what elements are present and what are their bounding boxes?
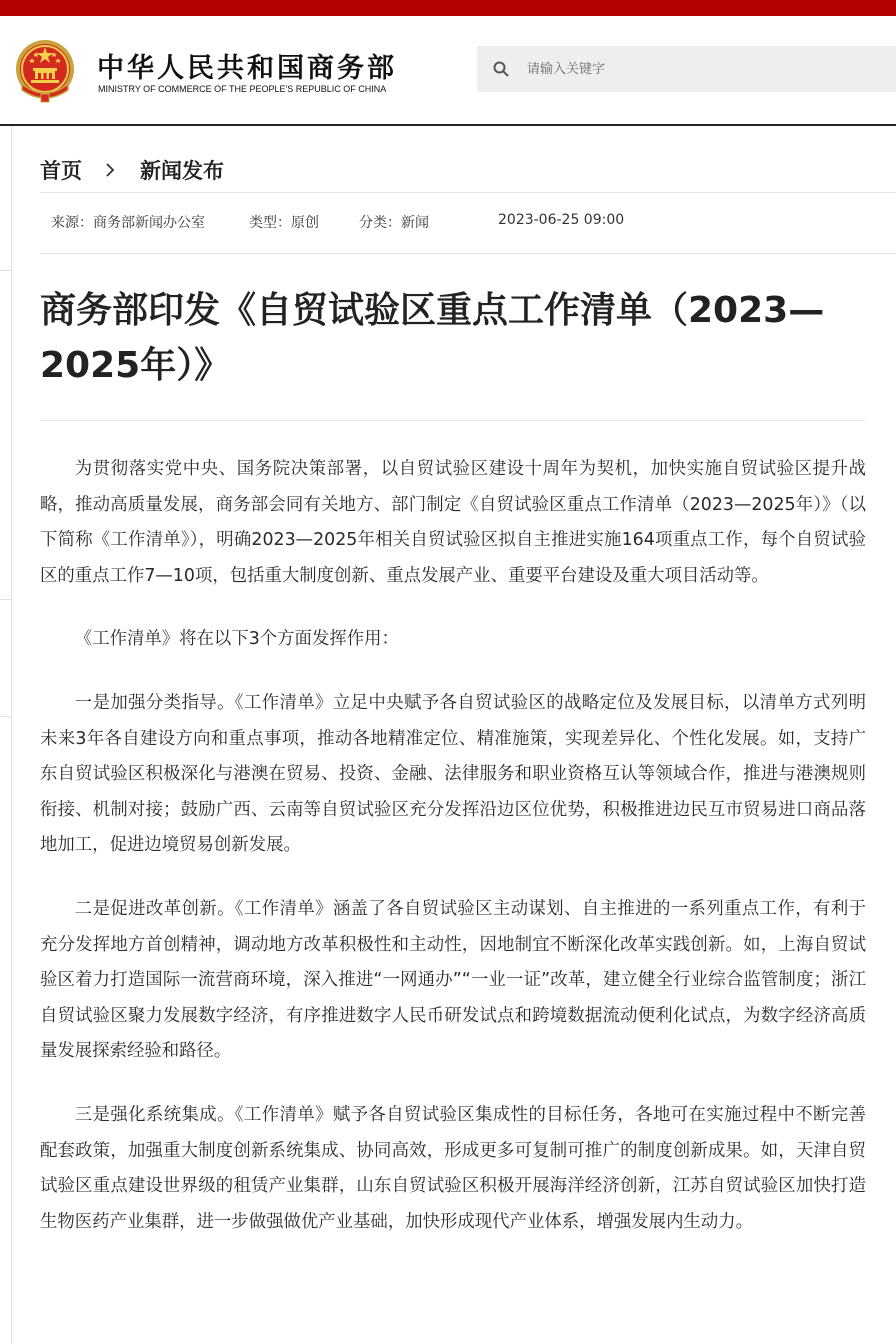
search-box[interactable] (477, 46, 896, 92)
chevron-right-icon (100, 160, 120, 180)
title-divider (40, 420, 865, 421)
rail-divider (0, 716, 11, 717)
left-rail (0, 126, 12, 1344)
rail-divider (0, 599, 11, 600)
article-paragraph: 《工作清单》将在以下3个方面发挥作用： (74, 629, 399, 650)
article-paragraph: 为贯彻落实党中央、国务院决策部署，以自贸试验区建设十周年为契机，加快实施自贸试验区提升战略，推动高质量发展，商务部会同有关地方、部门制定《自贸试验区重点工作清单（2023—2025年）》（以下简称《工作清单》），明确2023—2025年相关自贸试验区拟自主推进实施164项重点工作，每个自贸试验区的重点工作7—10项，包括重大制度创新、重点发展产业、重要平台建设及重大项目活动等。 (40, 459, 866, 586)
rail-divider (0, 270, 11, 271)
site-name[interactable]: 中华人民共和国商务部 (97, 53, 397, 84)
header-divider (0, 124, 896, 126)
meta-source: 来源：商务部新闻办公室 (51, 215, 205, 231)
site-header (0, 16, 896, 124)
breadcrumb (40, 155, 224, 185)
article-paragraph: 三是强化系统集成。《工作清单》赋予各自贸试验区集成性的目标任务，各地可在实施过程中不断完善配套政策，加强重大制度创新系统集成、协同高效，形成更多可复制可推广的制度创新成果。如，天津自贸试验区重点建设世界级的租赁产业集群，山东自贸试验区积极开展海洋经济创新，江苏自贸试验区加快打造生物医药产业集群，进一步做强做优产业基础，加快形成现代产业体系，增强发展内生动力。 (40, 1104, 866, 1232)
national-emblem-icon[interactable] (14, 38, 76, 104)
meta-category: 分类：新闻 (359, 215, 429, 231)
article-title: 商务部印发《自贸试验区重点工作清单（2023—2025年）》 (40, 290, 825, 386)
search-icon[interactable] (493, 61, 509, 77)
breadcrumb-divider (40, 192, 896, 193)
article-paragraph: 二是促进改革创新。《工作清单》涵盖了各自贸试验区主动谋划、自主推进的一系列重点工作，有利于充分发挥地方首创精神，调动地方改革积极性和主动性，因地制宜不断深化改革实践创新。如，上海自贸试验区着力打造国际一流营商环境，深入推进“一网通办”“一业一证”改革，建立健全行业综合监管制度；浙江自贸试验区聚力发展数字经济，有序推进数字人民币研发试点和跨境数据流动便利化试点，为数字经济高质量发展探索经验和路径。 (40, 898, 866, 1062)
breadcrumb-home-link[interactable]: 首页 (40, 159, 82, 183)
top-red-bar (0, 0, 896, 16)
search-input[interactable] (527, 46, 887, 92)
article-paragraph: 一是加强分类指导。《工作清单》立足中央赋予各自贸试验区的战略定位及发展目标，以清单方式列明未来3年各自建设方向和重点事项，推动各地精准定位、精准施策，实现差异化、个性化发展。如，支持广东自贸试验区积极深化与港澳在贸易、投资、金融、法律服务和职业资格互认等领域合作，推进与港澳规则衔接、机制对接；鼓励广西、云南等自贸试验区充分发挥沿边区位优势，积极推进边民互市贸易进口商品落地加工，促进边境贸易创新发展。 (40, 692, 866, 856)
meta-datetime: 2023-06-25 09:00 (498, 212, 625, 228)
meta-type: 类型：原创 (249, 215, 319, 231)
article-body (40, 452, 866, 1268)
site-name-english: MINISTRY OF COMMERCE OF THE PEOPLE'S REPUBLIC OF CHINA (98, 84, 387, 94)
meta-divider (40, 253, 896, 254)
breadcrumb-current-link[interactable]: 新闻发布 (140, 159, 224, 183)
